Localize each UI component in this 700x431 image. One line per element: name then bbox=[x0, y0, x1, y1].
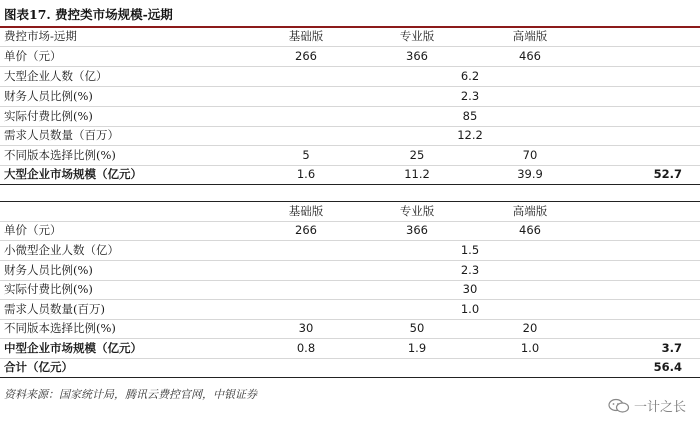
watermark bbox=[608, 396, 686, 415]
cell-value: 2.3 bbox=[460, 89, 480, 103]
table-row-companies bbox=[0, 241, 700, 261]
header-premium: 高端版 bbox=[512, 204, 548, 218]
cell-premium: 466 bbox=[519, 49, 541, 63]
cell-professional: 25 bbox=[409, 148, 425, 162]
table-row-version-ratio bbox=[0, 319, 700, 339]
table-row-version-ratio bbox=[0, 146, 700, 166]
cell-value: 2.3 bbox=[460, 263, 480, 277]
cell-premium: 20 bbox=[522, 321, 538, 335]
row-label: 财务人员比例(%) bbox=[4, 89, 93, 103]
cell-total: 52.7 bbox=[653, 167, 682, 181]
header-basic: 基础版 bbox=[288, 204, 324, 218]
cell-premium: 466 bbox=[519, 223, 541, 237]
table-row-finance-ratio bbox=[0, 87, 700, 107]
cell-premium: 1.0 bbox=[520, 341, 540, 355]
cell-basic: 1.6 bbox=[296, 167, 316, 181]
row-label: 需求人员数量（百万） bbox=[4, 128, 119, 142]
wechat-icon bbox=[608, 398, 630, 414]
table-row-paid-ratio bbox=[0, 280, 700, 300]
cell-value: 30 bbox=[462, 282, 478, 296]
header-professional: 专业版 bbox=[399, 29, 435, 43]
table-row-paid-ratio bbox=[0, 107, 700, 127]
cell-professional: 366 bbox=[406, 49, 428, 63]
row-label: 中型企业市场规模（亿元） bbox=[4, 341, 142, 355]
cell-basic: 5 bbox=[302, 148, 310, 162]
table-row-market-size bbox=[0, 165, 700, 185]
table-row-market-size bbox=[0, 339, 700, 359]
figure-title: 图表17. 费控类市场规模-远期 bbox=[4, 7, 173, 22]
table-row-demand bbox=[0, 300, 700, 320]
row-label: 单价（元） bbox=[4, 49, 62, 63]
row-label: 合计（亿元） bbox=[4, 360, 73, 374]
row-label: 大型企业市场规模（亿元） bbox=[4, 167, 142, 181]
cell-professional: 1.9 bbox=[407, 341, 427, 355]
row-label: 财务人员比例(%) bbox=[4, 263, 93, 277]
table-row-unit-price bbox=[0, 221, 700, 241]
cell-professional: 50 bbox=[409, 321, 425, 335]
source-note: 资料来源：国家统计局，腾讯云费控官网，中银证券 bbox=[4, 388, 257, 401]
row-label: 需求人员数量(百万) bbox=[4, 302, 105, 316]
cell-premium: 70 bbox=[522, 148, 538, 162]
cell-value: 12.2 bbox=[457, 128, 483, 142]
cell-basic: 0.8 bbox=[296, 341, 316, 355]
header-professional: 专业版 bbox=[399, 204, 435, 218]
watermark-text: 一计之长 bbox=[633, 400, 686, 415]
title-bar bbox=[0, 0, 700, 28]
header-basic: 基础版 bbox=[288, 29, 324, 43]
cell-professional: 366 bbox=[406, 223, 428, 237]
row-label: 实际付费比例(%) bbox=[4, 282, 93, 296]
table-row-demand bbox=[0, 126, 700, 146]
cell-professional: 11.2 bbox=[404, 167, 430, 181]
cell-premium: 39.9 bbox=[517, 167, 543, 181]
cell-value: 1.0 bbox=[460, 302, 480, 316]
table-row-grand-total bbox=[0, 358, 700, 378]
table-row-unit-price bbox=[0, 47, 700, 67]
row-label: 单价（元） bbox=[4, 223, 62, 237]
cell-basic: 266 bbox=[295, 49, 317, 63]
cell-value: 85 bbox=[462, 109, 478, 123]
table-header-row bbox=[0, 201, 700, 222]
row-label: 不同版本选择比例(%) bbox=[4, 321, 116, 335]
table-header-row bbox=[0, 27, 700, 47]
cell-total: 3.7 bbox=[661, 341, 682, 355]
row-label: 不同版本选择比例(%) bbox=[4, 148, 116, 162]
cell-basic: 266 bbox=[295, 223, 317, 237]
header-premium: 高端版 bbox=[512, 29, 548, 43]
table-row-finance-ratio bbox=[0, 261, 700, 281]
cell-value: 1.5 bbox=[460, 243, 480, 257]
cell-total: 56.4 bbox=[653, 360, 682, 374]
cell-basic: 30 bbox=[298, 321, 314, 335]
row-label: 实际付费比例(%) bbox=[4, 109, 93, 123]
header-label: 费控市场-远期 bbox=[4, 29, 77, 43]
row-label: 大型企业人数（亿） bbox=[4, 69, 108, 83]
table-row-companies bbox=[0, 67, 700, 87]
row-label: 小微型企业人数（亿） bbox=[4, 243, 119, 257]
cell-value: 6.2 bbox=[460, 69, 480, 83]
